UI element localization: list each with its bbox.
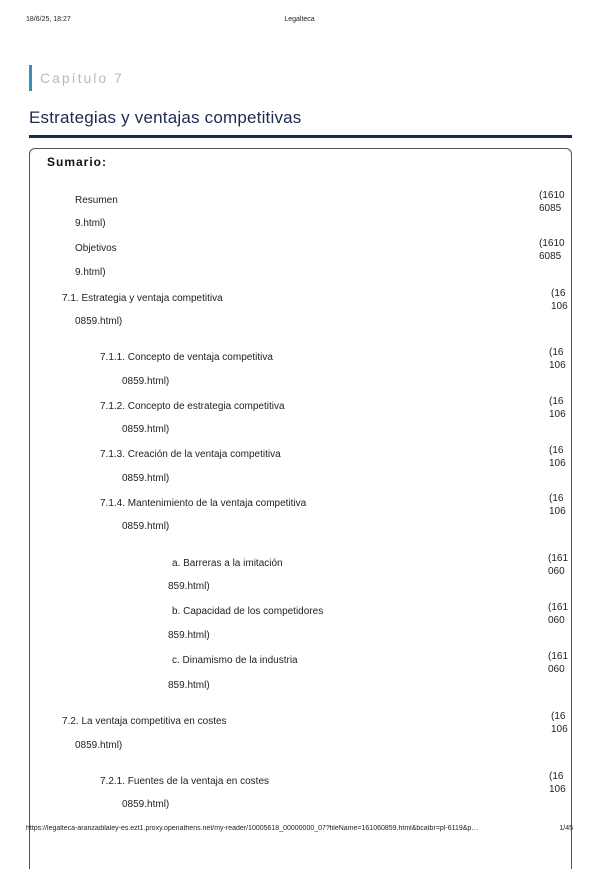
toc-link-continuation[interactable]: 0859.html) [75,316,123,327]
toc-link-7-1-4[interactable]: 7.1.4. Mantenimiento de la ventaja competitiva [100,498,307,509]
toc-ref-line: 106 [549,360,566,371]
toc-ref-line: 106 [551,724,568,735]
toc-ref-line: (161 [548,553,569,564]
toc-ref-line: 106 [551,301,568,312]
toc-ref-line: (161 [548,651,569,662]
print-page-number: 1/45 [559,825,573,832]
toc-link-continuation[interactable]: 9.html) [75,267,106,278]
toc-ref-line: (1610 [539,238,565,249]
toc-ref [549,346,566,372]
print-url: https://legalteca-aranzadilaley-es.ezt1.proxy.openathens.net/my-reader/10005618_00000000_07?fileName=161060859.html&bcatbr=pl-6119&p… [26,825,479,832]
toc-ref-line: 060 [548,566,565,577]
toc-ref-line: 060 [548,615,565,626]
toc-ref [551,710,568,736]
toc-ref-line: (1610 [539,190,565,201]
toc-ref [551,287,568,313]
print-site-name: Legalteca [284,16,315,23]
toc-link-7-1-4-a[interactable]: a. Barreras a la imitación [172,558,283,569]
toc-ref-line: 106 [549,506,566,517]
toc-ref-line: (16 [551,711,566,722]
toc-ref-line: 106 [549,458,566,469]
toc-link-continuation[interactable]: 0859.html) [75,740,123,751]
toc-ref-line: 106 [549,409,566,420]
toc-link-objetivos[interactable]: Objetivos [75,243,117,254]
toc-ref-line: (16 [549,493,564,504]
toc-ref [549,770,566,796]
toc-ref-line: (16 [549,396,564,407]
summary-title: Sumario: [47,155,108,169]
toc-link-continuation[interactable]: 0859.html) [122,799,170,810]
toc-link-7-1-4-b[interactable]: b. Capacidad de los competidores [172,606,324,617]
print-datetime: 18/6/25, 18:27 [26,16,71,23]
toc-link-continuation[interactable]: 0859.html) [122,376,170,387]
toc-link-7-1-2[interactable]: 7.1.2. Concepto de estrategia competitiva [100,401,285,412]
toc-ref-line: 060 [548,664,565,675]
toc-link-7-2[interactable]: 7.2. La ventaja competitiva en costes [62,716,227,727]
toc-link-continuation[interactable]: 859.html) [168,630,210,641]
toc-ref [549,444,566,470]
toc-ref [539,237,565,263]
toc-ref [548,552,568,578]
toc-ref-line: 6085 [539,203,562,214]
toc-ref-line: (16 [549,445,564,456]
toc-ref [549,395,566,421]
toc-link-continuation[interactable]: 9.html) [75,218,106,229]
toc-link-7-1-1[interactable]: 7.1.1. Concepto de ventaja competitiva [100,352,273,363]
toc-ref-line: 106 [549,784,566,795]
toc-ref-line: (16 [551,288,566,299]
toc-ref-line: (16 [549,771,564,782]
toc-ref-line: 6085 [539,251,562,262]
toc-link-7-2-1[interactable]: 7.2.1. Fuentes de la ventaja en costes [100,776,269,787]
chapter-title: Estrategias y ventajas competitivas [29,108,302,127]
toc-link-continuation[interactable]: 859.html) [168,581,210,592]
toc-ref [539,189,565,215]
toc-ref [549,492,566,518]
toc-link-7-1-3[interactable]: 7.1.3. Creación de la ventaja competitiva [100,449,281,460]
toc-link-continuation[interactable]: 0859.html) [122,473,170,484]
chapter-label: Capítulo 7 [29,65,124,91]
toc-link-continuation[interactable]: 0859.html) [122,521,170,532]
toc-ref-line: (161 [548,602,569,613]
toc-link-continuation[interactable]: 859.html) [168,680,210,691]
toc-ref [548,601,568,627]
toc-link-resumen[interactable]: Resumen [75,195,118,206]
toc-link-7-1-4-c[interactable]: c. Dinamismo de la industria [172,655,298,666]
toc-ref [548,650,568,676]
toc-ref-line: (16 [549,347,564,358]
toc-link-continuation[interactable]: 0859.html) [122,424,170,435]
toc-link-7-1[interactable]: 7.1. Estrategia y ventaja competitiva [62,293,223,304]
